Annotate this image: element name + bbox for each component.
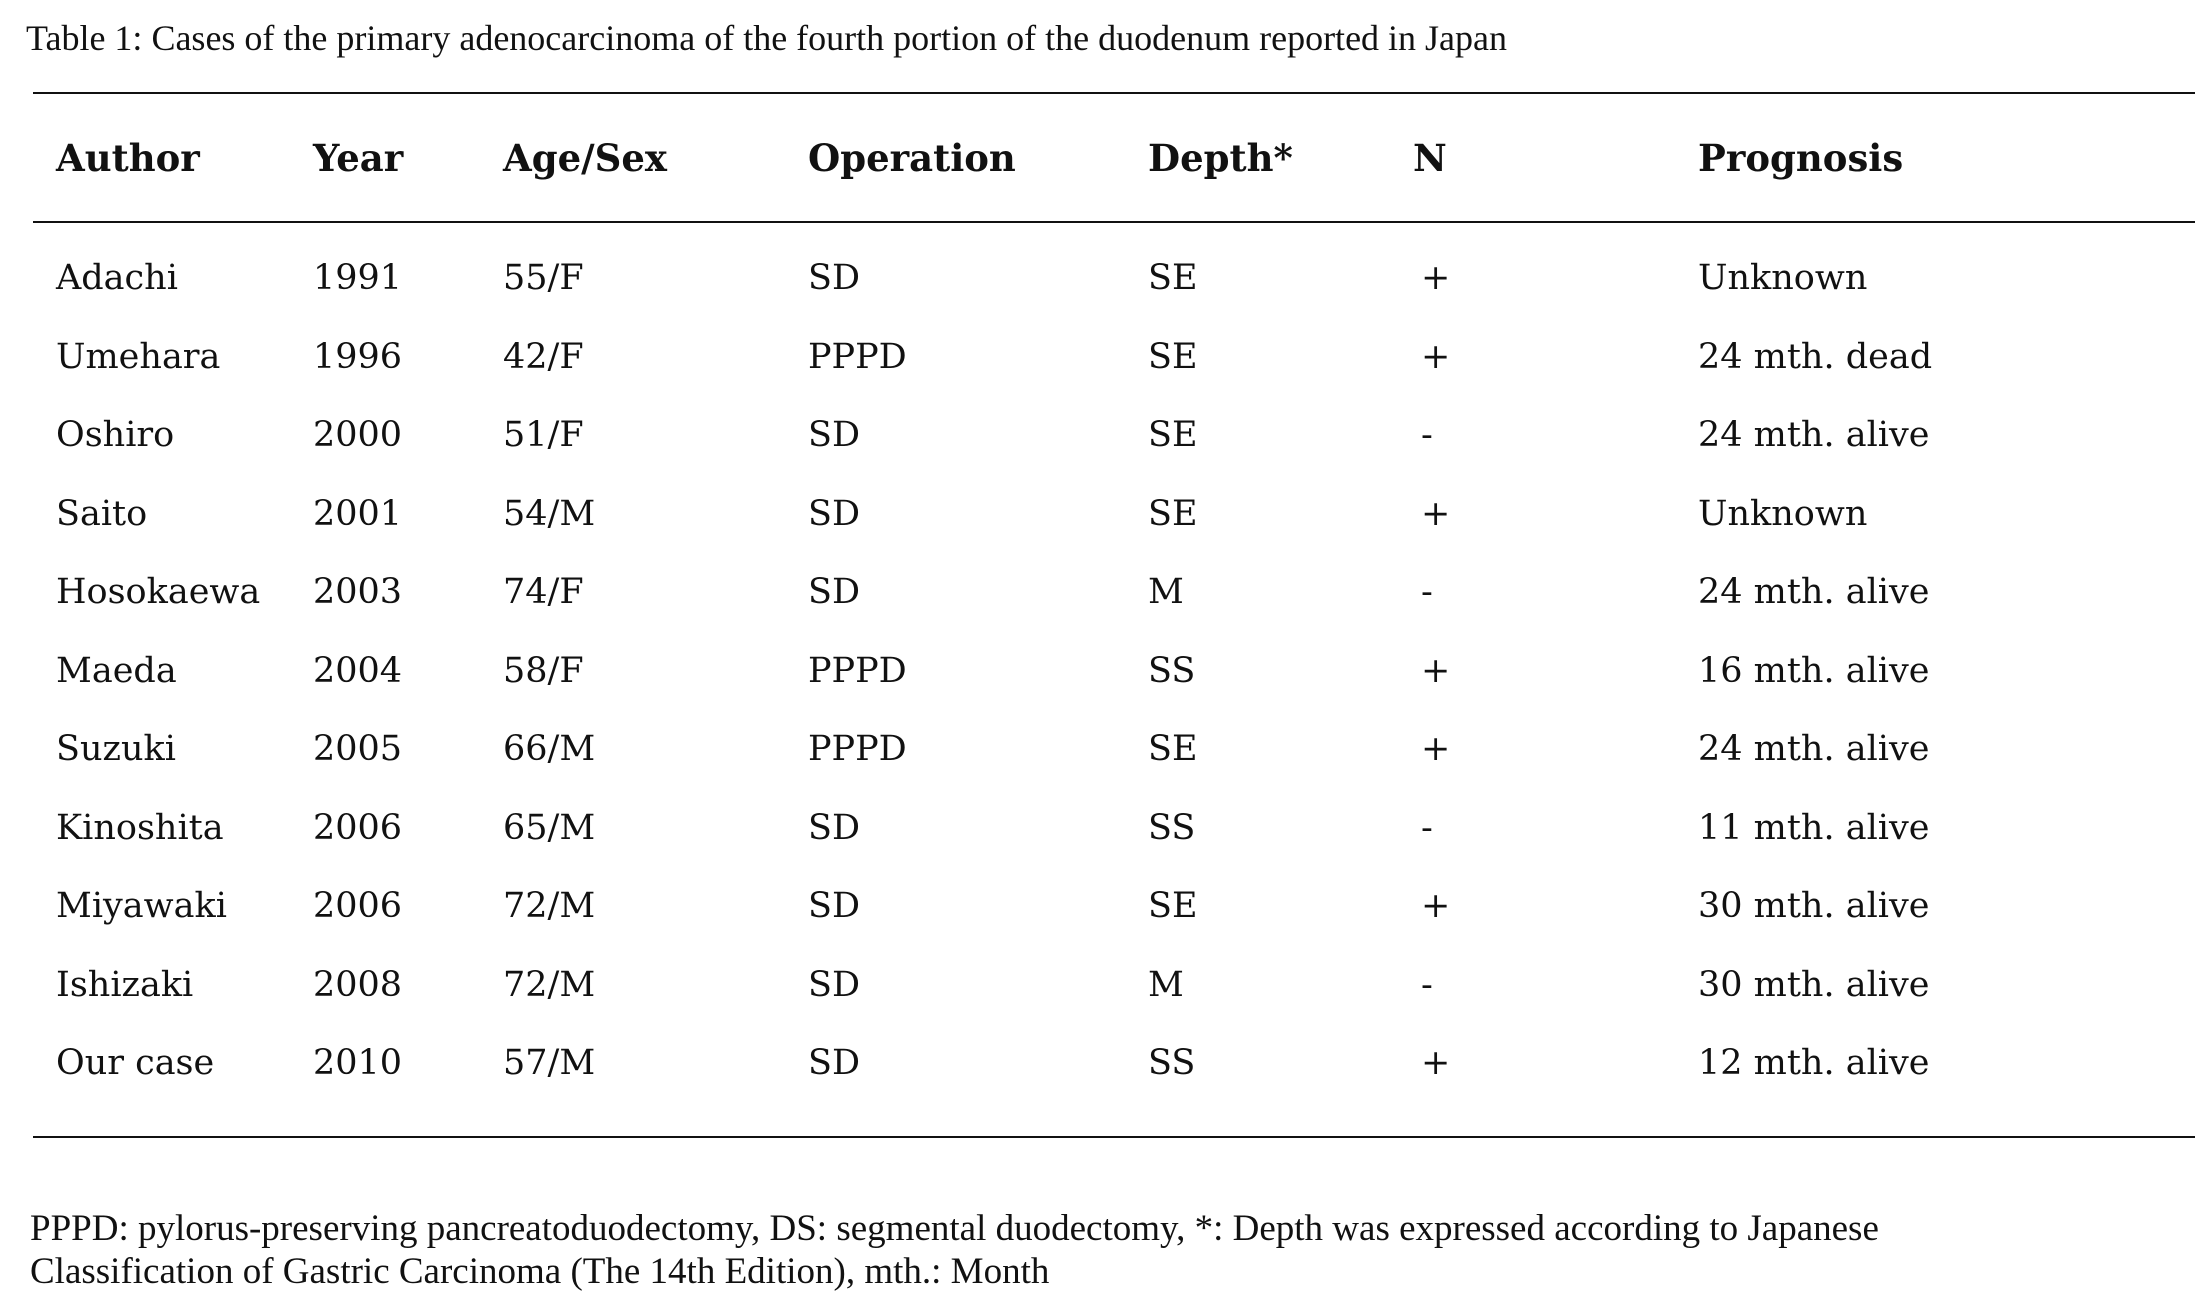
cell-n: - <box>1421 415 1433 456</box>
cell-n: + <box>1421 1043 1451 1084</box>
cell-year: 1991 <box>313 258 403 299</box>
cell-depth: SS <box>1148 807 1196 848</box>
cell-age-sex: 57/M <box>503 1043 596 1084</box>
header-row <box>33 94 2195 221</box>
cell-prognosis: 30 mth. alive <box>1698 886 1930 927</box>
header-prognosis: Prognosis <box>1698 135 1904 180</box>
cell-depth: M <box>1148 964 1184 1005</box>
cell-author: Saito <box>56 493 148 534</box>
cases-table <box>33 94 2195 1103</box>
footnote-line-2: Classification of Gastric Carcinoma (The 14th Edition), mth.: Month <box>30 1251 1050 1292</box>
cell-year: 2008 <box>313 964 403 1005</box>
table-row <box>33 789 2195 868</box>
header-author: Author <box>56 135 200 180</box>
cell-operation: PPPD <box>808 650 907 691</box>
cell-operation: SD <box>808 964 861 1005</box>
table-row <box>33 867 2195 946</box>
cell-author: Maeda <box>56 650 177 691</box>
cell-prognosis: Unknown <box>1698 493 1868 534</box>
cell-operation: SD <box>808 572 861 613</box>
cell-prognosis: 24 mth. alive <box>1698 729 1930 770</box>
cell-operation: SD <box>808 807 861 848</box>
cell-operation: SD <box>808 415 861 456</box>
header-depth: Depth* <box>1148 135 1293 180</box>
cell-year: 2004 <box>313 650 403 691</box>
table-row <box>33 475 2195 554</box>
cell-author: Suzuki <box>56 729 176 770</box>
cell-depth: SS <box>1148 1043 1196 1084</box>
cell-age-sex: 74/F <box>503 572 584 613</box>
cell-prognosis: 24 mth. alive <box>1698 572 1930 613</box>
cell-depth: SS <box>1148 650 1196 691</box>
cell-year: 2006 <box>313 886 403 927</box>
table-row <box>33 946 2195 1025</box>
cell-age-sex: 58/F <box>503 650 584 691</box>
cell-n: + <box>1421 493 1451 534</box>
cell-prognosis: 12 mth. alive <box>1698 1043 1930 1084</box>
cell-depth: SE <box>1148 729 1198 770</box>
cell-author: Oshiro <box>56 415 175 456</box>
cell-n: + <box>1421 729 1451 770</box>
table-row <box>33 221 2195 318</box>
cell-operation: SD <box>808 886 861 927</box>
cell-operation: PPPD <box>808 729 907 770</box>
cell-depth: SE <box>1148 493 1198 534</box>
table-row <box>33 396 2195 475</box>
header-age-sex: Age/Sex <box>503 135 667 180</box>
cell-author: Umehara <box>56 336 221 377</box>
cell-prognosis: 24 mth. alive <box>1698 415 1930 456</box>
cell-depth: SE <box>1148 886 1198 927</box>
cell-year: 2005 <box>313 729 403 770</box>
cell-prognosis: 16 mth. alive <box>1698 650 1930 691</box>
cell-year: 2006 <box>313 807 403 848</box>
table-row <box>33 710 2195 789</box>
cell-n: - <box>1421 807 1433 848</box>
cell-author: Ishizaki <box>56 964 194 1005</box>
table-row <box>33 632 2195 711</box>
cell-year: 2010 <box>313 1043 403 1084</box>
cell-age-sex: 42/F <box>503 336 584 377</box>
cell-age-sex: 72/M <box>503 886 596 927</box>
cell-author: Miyawaki <box>56 886 227 927</box>
cell-year: 2000 <box>313 415 403 456</box>
table-bottom-rule <box>33 1136 2195 1138</box>
cell-n: + <box>1421 258 1451 299</box>
cell-year: 2001 <box>313 493 403 534</box>
cell-n: - <box>1421 964 1433 1005</box>
cell-depth: SE <box>1148 415 1198 456</box>
cell-age-sex: 72/M <box>503 964 596 1005</box>
cell-year: 2003 <box>313 572 403 613</box>
cell-author: Adachi <box>56 258 178 299</box>
table-footnote <box>30 1207 2190 1293</box>
cell-prognosis: 11 mth. alive <box>1698 807 1930 848</box>
cell-author: Our case <box>56 1043 215 1084</box>
cell-year: 1996 <box>313 336 403 377</box>
cell-age-sex: 65/M <box>503 807 596 848</box>
header-operation: Operation <box>808 135 1016 180</box>
cell-operation: PPPD <box>808 336 907 377</box>
cell-operation: SD <box>808 1043 861 1084</box>
table-row <box>33 1024 2195 1103</box>
cell-author: Kinoshita <box>56 807 224 848</box>
table-row <box>33 553 2195 632</box>
cell-depth: SE <box>1148 336 1198 377</box>
cell-age-sex: 55/F <box>503 258 584 299</box>
header-year: Year <box>313 135 404 180</box>
cell-age-sex: 51/F <box>503 415 584 456</box>
cell-prognosis: Unknown <box>1698 258 1868 299</box>
cell-n: - <box>1421 572 1433 613</box>
cell-age-sex: 54/M <box>503 493 596 534</box>
cell-operation: SD <box>808 493 861 534</box>
cell-n: + <box>1421 336 1451 377</box>
cell-age-sex: 66/M <box>503 729 596 770</box>
table-body <box>33 221 2195 1103</box>
header-n: N <box>1413 135 1447 180</box>
cell-author: Hosokaewa <box>56 572 261 613</box>
cell-operation: SD <box>808 258 861 299</box>
cell-prognosis: 30 mth. alive <box>1698 964 1930 1005</box>
cell-depth: M <box>1148 572 1184 613</box>
cell-prognosis: 24 mth. dead <box>1698 336 1933 377</box>
footnote-line-1: PPPD: pylorus-preserving pancreatoduodectomy, DS: segmental duodectomy, *: Depth was expressed according to Japanese <box>30 1208 1879 1249</box>
table-row <box>33 318 2195 397</box>
table-caption: Table 1: Cases of the primary adenocarcinoma of the fourth portion of the duodenum reported in Japan <box>26 18 1508 58</box>
cell-n: + <box>1421 886 1451 927</box>
cell-n: + <box>1421 650 1451 691</box>
cell-depth: SE <box>1148 258 1198 299</box>
